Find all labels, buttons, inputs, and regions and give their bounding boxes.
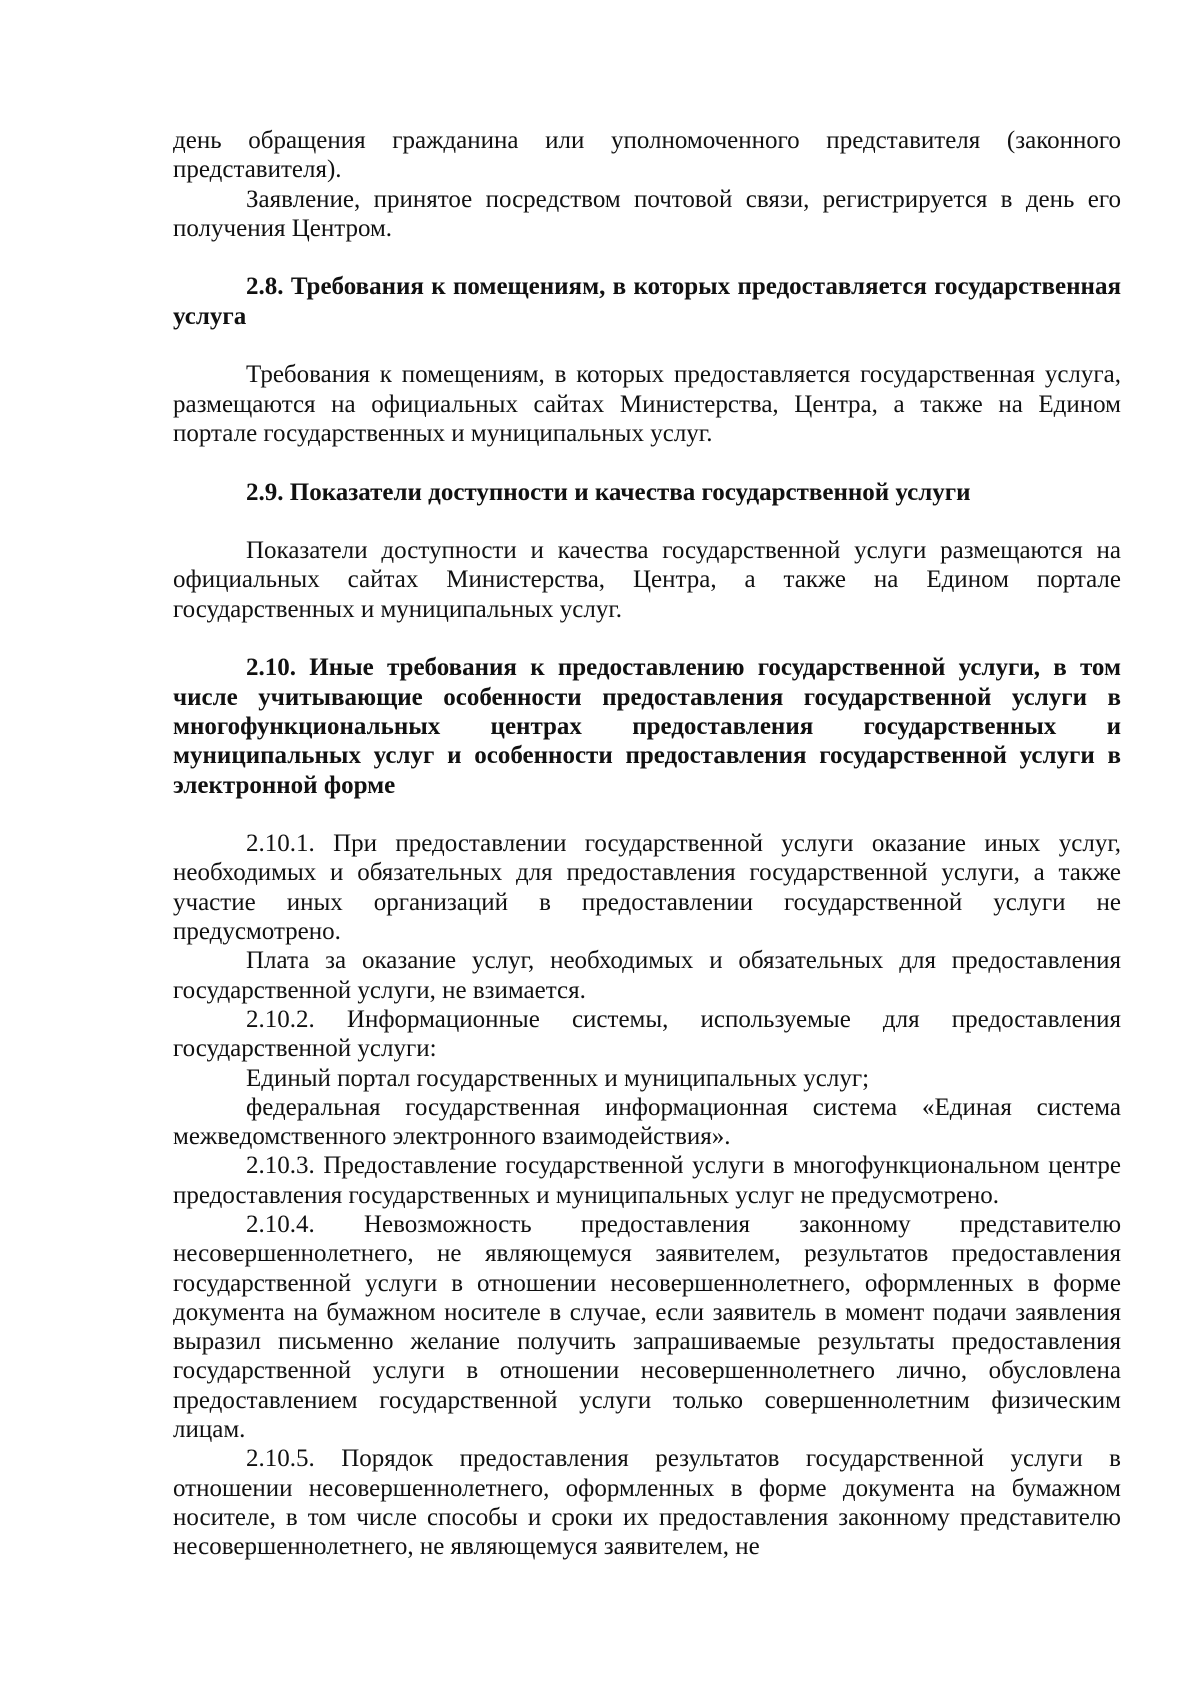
intro-continuation: день обращения гражданина или уполномоченного представителя (законного представителя). — [173, 127, 1121, 184]
spacer — [173, 448, 1121, 477]
paragraph-2-10-3: 2.10.3. Предоставление государственной услуги в многофункциональном центре предоставления государственных и муниципальных услуг не предусмотрено. — [173, 1152, 1121, 1209]
paragraph-2-10-2: 2.10.2. Информационные системы, используемые для предоставления государственной услуги: — [173, 1005, 1121, 1063]
paragraph-2-10-4: 2.10.4. Невозможность предоставления законному представителю несовершеннолетнего, не являющемуся заявителем, результатов предоставления государственной услуги в отношении несовершеннолетнего, оформленных в форме документа на бумажном носителе в случае, если заявитель в момент подачи заявления выразил письменно желание получить запрашиваемые результаты предоставления государственной услуги в отношении несовершеннолетнего лично, обусловлена предоставлением государственной услуги только совершеннолетним физическим лицам. — [173, 1210, 1121, 1444]
spacer — [173, 507, 1121, 536]
section-2-8-text: Требования к помещениям, в которых предоставляется государственная услуга, размещаются на официальных сайтах Министерства, Центра, а также на Едином портале государственных и муниципальных услуг. — [173, 361, 1121, 447]
spacer — [173, 331, 1121, 360]
section-2-8-heading: 2.8. Требования к помещениям, в которых предоставляется государственная услуга — [173, 273, 1121, 330]
paragraph-portal-item: Единый портал государственных и муниципальных услуг; — [246, 1064, 870, 1092]
paragraph-2-10-5: 2.10.5. Порядок предоставления результатов государственной услуги в отношении несовершеннолетнего, оформленных в форме документа на бумажном носителе, в том числе способы и сроки их предоставления законному представителю несовершеннолетнего, не являющемуся заявителем, не — [173, 1445, 1121, 1561]
spacer — [173, 243, 1121, 272]
section-2-9-heading: 2.9. Показатели доступности и качества государственной услуги — [246, 478, 971, 506]
section-2-9-text: Показатели доступности и качества государственной услуги размещаются на официальных сайтах Министерства, Центра, а также на Едином портале государственных и муниципальных услуг. — [173, 537, 1121, 623]
intro-postal-paragraph: Заявление, принятое посредством почтовой связи, регистрируется в день его получения Центром. — [173, 185, 1121, 242]
paragraph-fee: Плата за оказание услуг, необходимых и обязательных для предоставления государственной услуги, не взимается. — [173, 947, 1121, 1004]
paragraph-smev-item: федеральная государственная информационная система «Единая система межведомственного электронного взаимодействия». — [173, 1093, 1121, 1151]
section-2-10-heading: 2.10. Иные требования к предоставлению государственной услуги, в том числе учитывающие особенности предоставления государственной услуги в многофункциональных центрах предоставления государственных и муниципальных услуг и особенности предоставления государственной услуги в электронной форме — [173, 654, 1121, 799]
paragraph-2-10-1: 2.10.1. При предоставлении государственной услуги оказание иных услуг, необходимых и обязательных для предоставления государственной услуги, а также участие иных организаций в предоставлении государственной услуги не предусмотрено. — [173, 830, 1121, 946]
document-page — [173, 126, 1121, 1562]
spacer — [173, 800, 1121, 829]
spacer — [173, 624, 1121, 653]
